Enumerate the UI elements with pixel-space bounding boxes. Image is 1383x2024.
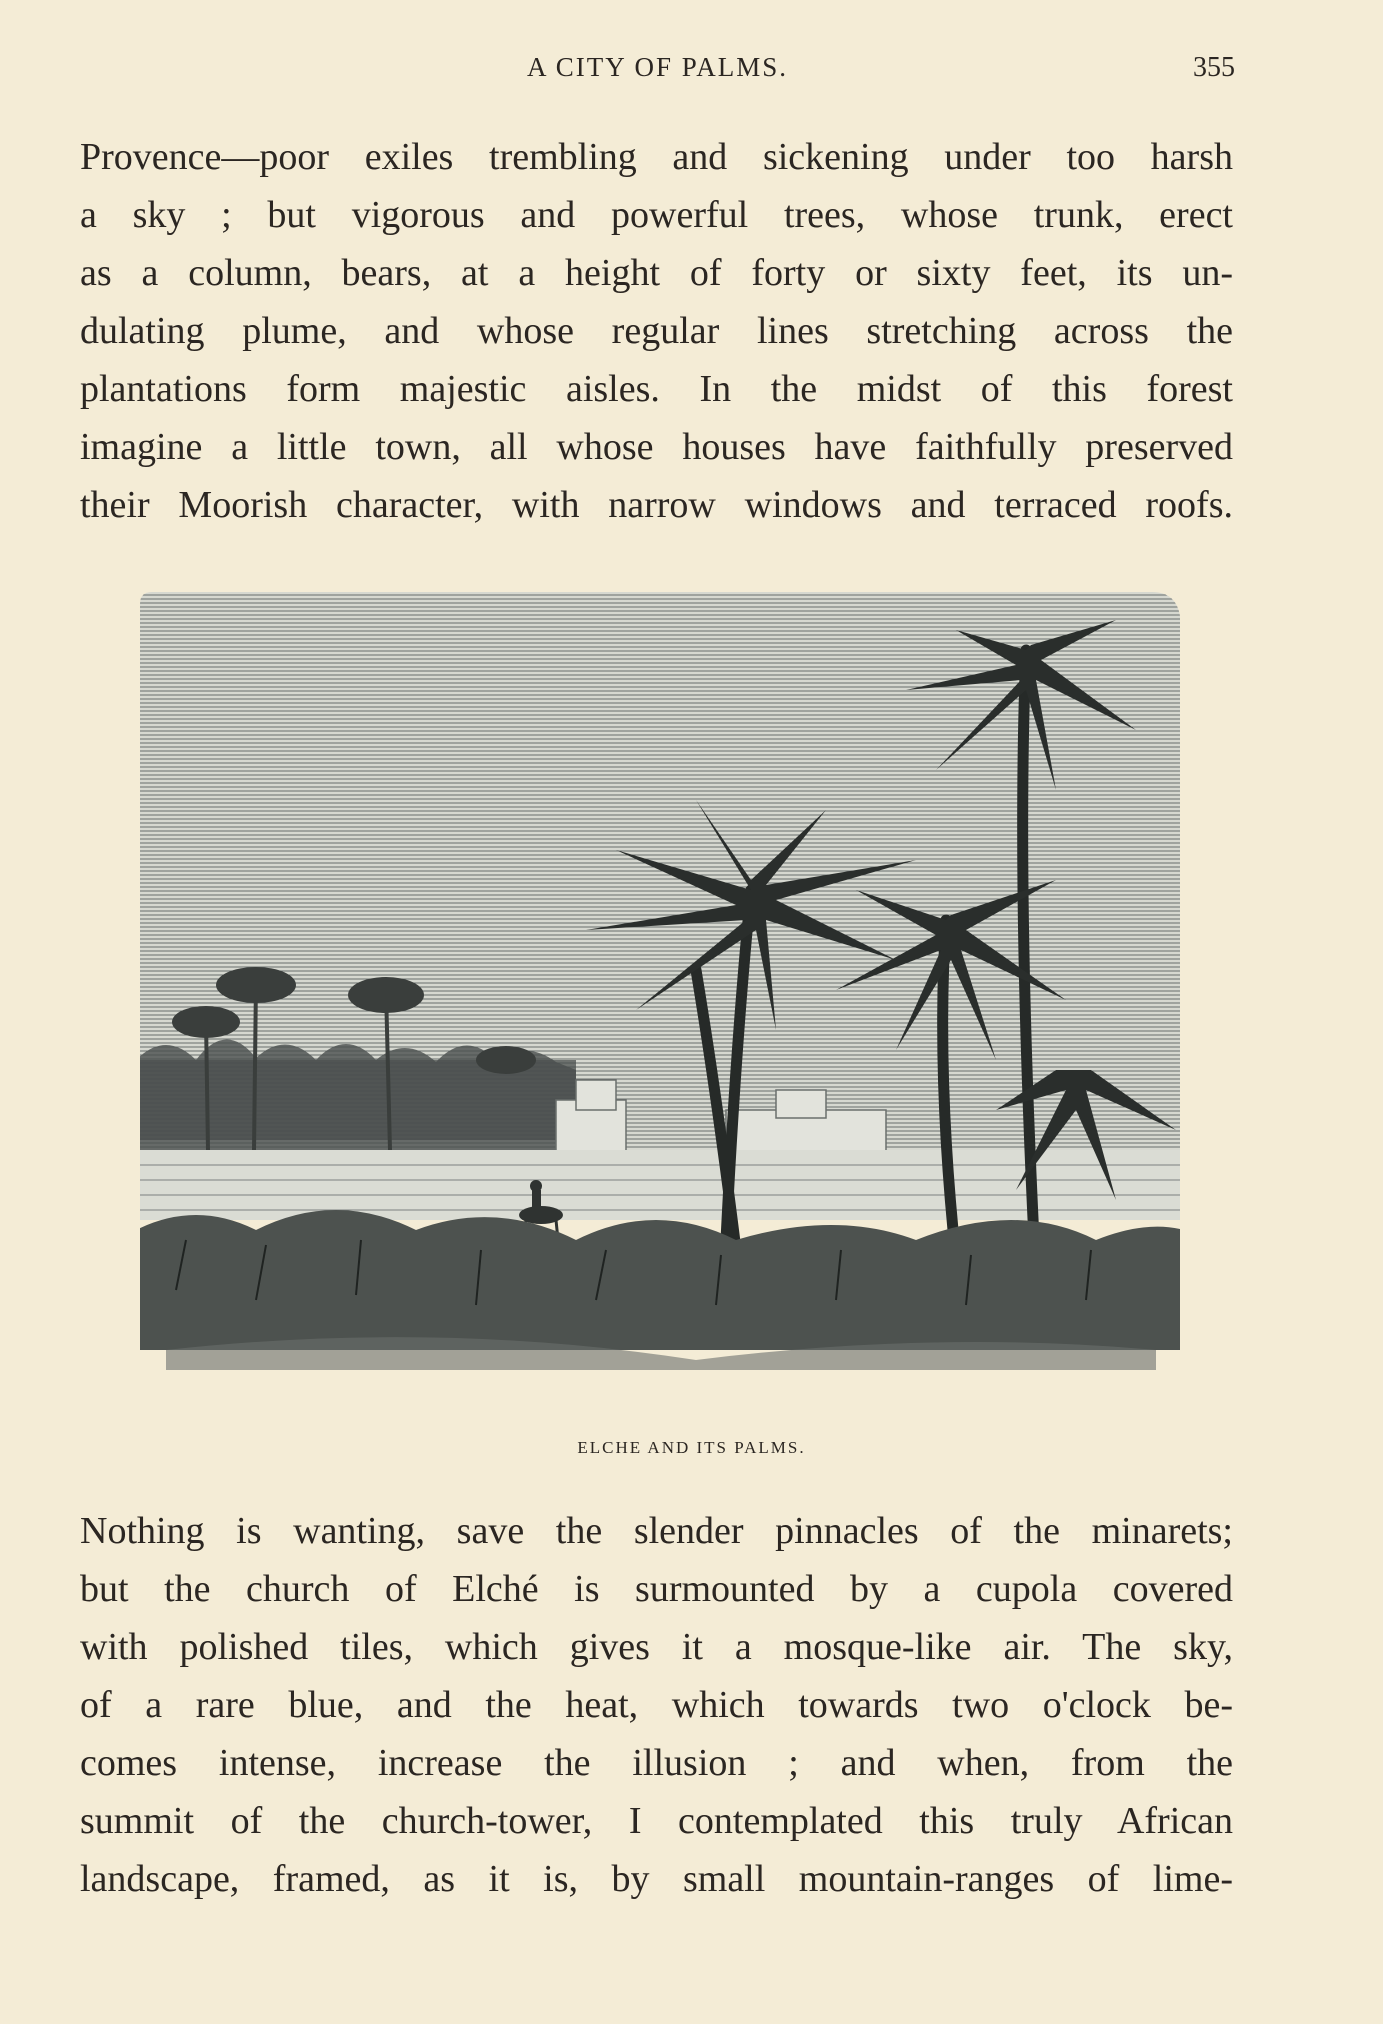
text-line: comes intense, increase the illusion ; and when, from the bbox=[80, 1742, 1233, 1784]
text-line: with polished tiles, which gives it a mosque-like air. The sky, bbox=[80, 1626, 1233, 1668]
running-head bbox=[80, 52, 1235, 86]
text-line: but the church of Elché is surmounted by a cupola covered bbox=[80, 1568, 1233, 1610]
text-line: of a rare blue, and the heat, which towards two o'clock be- bbox=[80, 1684, 1233, 1726]
text-line: Nothing is wanting, save the slender pinnacles of the minarets; bbox=[80, 1510, 1233, 1552]
text-line: summit of the church-tower, I contemplated this truly African bbox=[80, 1800, 1233, 1842]
text-line: their Moorish character, with narrow windows and terraced roofs. bbox=[80, 484, 1233, 526]
figure-caption: ELCHE AND ITS PALMS. bbox=[577, 1438, 806, 1457]
text-line: as a column, bears, at a height of forty or sixty feet, its un- bbox=[80, 252, 1233, 294]
text-line: a sky ; but vigorous and powerful trees, whose trunk, erect bbox=[80, 194, 1233, 236]
text-line: Provence—poor exiles trembling and sickening under too harsh bbox=[80, 136, 1233, 178]
text-line: landscape, framed, as it is, by small mountain-ranges of lime- bbox=[80, 1858, 1233, 1900]
text-line: imagine a little town, all whose houses have faithfully preserved bbox=[80, 426, 1233, 468]
running-title: A CITY OF PALMS. bbox=[526, 52, 789, 82]
paragraph-bottom bbox=[80, 1502, 1233, 1908]
text-line: plantations form majestic aisles. In the midst of this forest bbox=[80, 368, 1233, 410]
engraving-illustration bbox=[136, 590, 1184, 1410]
engraving-palms-image bbox=[136, 590, 1184, 1410]
paragraph-top bbox=[80, 128, 1233, 534]
page-number: 355 bbox=[1193, 52, 1235, 83]
text-line: dulating plume, and whose regular lines stretching across the bbox=[80, 310, 1233, 352]
